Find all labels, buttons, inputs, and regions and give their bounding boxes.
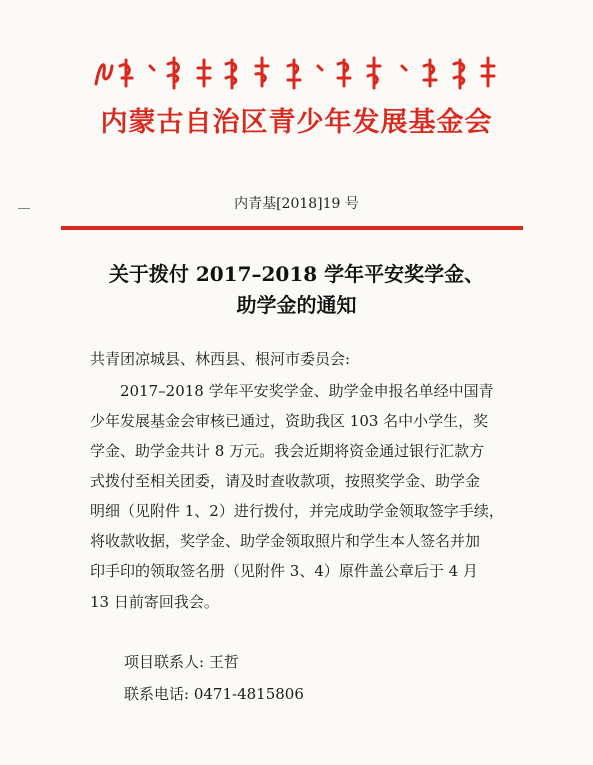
body-line: 少年发展基金会审核已通过，资助我区 103 名中小学生，奖	[90, 412, 489, 430]
body-line: 将收款收据，奖学金、助学金领取照片和学生本人签名并加	[90, 532, 481, 550]
mongolian-script-org-name	[92, 52, 502, 94]
notice-title-line-1: 关于拨付 2017–2018 学年平安奖学金、	[108, 262, 485, 286]
body-line: 印手印的领取签名册（见附件 3、4）原件盖公章后于 4 月	[90, 562, 478, 580]
body-line: 学金、助学金共计 8 万元。我会近期将资金通过银行汇款方	[90, 442, 485, 460]
body-line: 式拨付至相关团委，请及时查收款项，按照奖学金、助学金	[90, 472, 481, 490]
red-header-rule	[61, 226, 523, 230]
addressee: 共青团凉城县、林西县、根河市委员会:	[90, 350, 351, 368]
org-name-header: 内蒙古自治区青少年发展基金会	[100, 107, 493, 138]
body-line: 2017–2018 学年平安奖学金、助学金申报名单经中国青	[120, 382, 494, 400]
document-number: 内青基[2018]19 号	[234, 196, 359, 212]
contact-person: 项目联系人: 王哲	[124, 653, 239, 671]
contact-phone: 联系电话: 0471-4815806	[124, 685, 304, 703]
notice-title-line-2: 助学金的通知	[236, 293, 357, 317]
body-line: 13 日前寄回我会。	[90, 593, 219, 611]
body-line: 明细（见附件 1、2）进行拨付，并完成助学金领取签字手续，	[90, 502, 504, 520]
